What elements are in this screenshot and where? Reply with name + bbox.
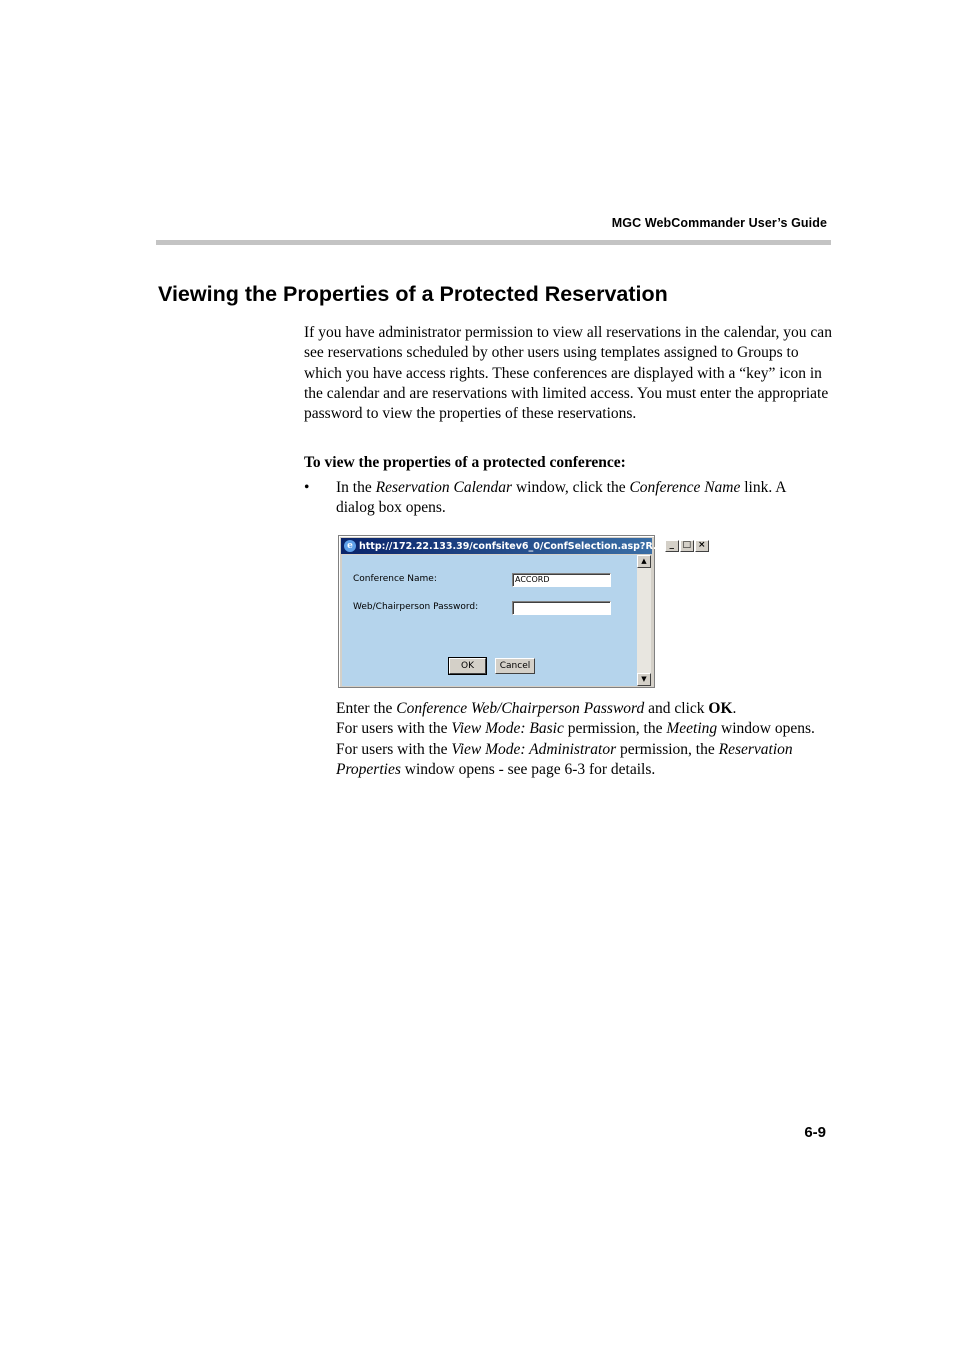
step-1-text: In the Reservation Calendar window, click the Conference Name link. A dialog box opens. (336, 479, 786, 517)
dialog-body (342, 555, 638, 686)
running-header: MGC WebCommander User’s Guide (611, 216, 827, 230)
procedure-heading: To view the properties of a protected conference: (304, 454, 626, 471)
password-dialog-screenshot (338, 535, 706, 688)
dialog-title-url: http://172.22.133.39/confsitev6_0/ConfSelection.asp?R... (359, 540, 664, 552)
conference-name-label: Conference Name: (353, 574, 437, 584)
vertical-scrollbar[interactable] (637, 555, 651, 686)
maximize-icon[interactable]: □ (680, 540, 694, 552)
scroll-down-icon[interactable]: ▼ (637, 673, 651, 686)
intro-paragraph: If you have administrator permission to view all reservations in the calendar, you can see reservations scheduled by other users using templates assigned to Groups to which you have access rights. These conferences are displayed with a “key” icon in the calendar and are reservations with limited access. You must enter the appropriate password to view the properties of these reservations. (304, 324, 832, 423)
password-field[interactable] (512, 601, 611, 615)
header-rule (156, 240, 831, 245)
ok-button[interactable]: OK (449, 658, 486, 674)
minimize-icon[interactable]: _ (665, 540, 679, 552)
dialog-titlebar (341, 538, 706, 554)
page-number: 6-9 (804, 1124, 826, 1141)
section-title: Viewing the Properties of a Protected Reservation (158, 282, 668, 306)
conference-name-field[interactable]: ACCORD (512, 573, 611, 587)
bullet-marker: • (304, 479, 310, 496)
password-label: Web/Chairperson Password: (353, 602, 479, 612)
step-2-text: Enter the Conference Web/Chairperson Password and click OK. For users with the View Mode: Basic permission, the Meeting window opens. For users with the View Mode: Administrator permission, the Reservation Properties window opens - see page 6-3 for details. (336, 700, 815, 778)
scroll-up-icon[interactable]: ▲ (637, 555, 651, 568)
close-icon[interactable]: × (695, 540, 709, 552)
browser-icon: e (344, 540, 356, 552)
cancel-button[interactable]: Cancel (495, 658, 535, 674)
